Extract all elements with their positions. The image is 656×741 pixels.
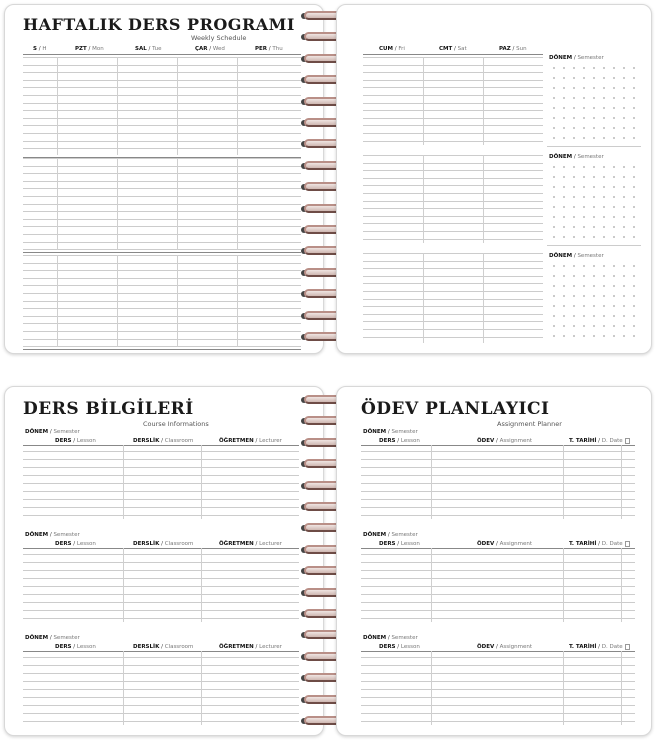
ruled-line <box>23 689 299 690</box>
ruled-line <box>363 337 543 338</box>
ruled-line <box>23 270 301 271</box>
ruled-line <box>23 562 299 563</box>
ruled-line <box>361 570 635 571</box>
ruled-line <box>363 110 543 111</box>
ruled-line <box>363 314 543 315</box>
ruled-line <box>23 72 301 73</box>
column-divider <box>431 548 432 622</box>
column-divider <box>123 445 124 519</box>
semester-label: DÖNEM / Semester <box>25 635 80 641</box>
column-header: DERS / Lesson <box>55 438 96 444</box>
column-divider <box>483 155 484 243</box>
ruled-line <box>23 255 301 256</box>
header-rule <box>361 651 635 652</box>
ruled-line <box>23 705 299 706</box>
ruled-line <box>23 285 301 286</box>
ruled-line <box>23 57 301 58</box>
ruled-line <box>23 713 299 714</box>
column-divider <box>117 57 118 155</box>
column-divider <box>563 548 564 622</box>
day-header-fri: CUM / Fri <box>379 46 405 52</box>
ruled-line <box>361 705 635 706</box>
course-info-title: DERS BİLGİLERİ <box>23 399 194 419</box>
weekly-schedule-subtitle: Weekly Schedule <box>191 34 247 42</box>
ruled-line <box>363 178 543 179</box>
ruled-line <box>363 133 543 134</box>
column-header: ÖDEV / Assignment <box>477 438 533 444</box>
semester-label: DÖNEM / Semester <box>363 532 418 538</box>
ruled-line <box>23 346 301 347</box>
ruled-line <box>23 308 301 309</box>
ruled-line <box>363 253 543 254</box>
ruled-line <box>363 283 543 284</box>
ruled-line <box>23 278 301 279</box>
ruled-line <box>23 570 299 571</box>
column-divider <box>423 57 424 145</box>
ruled-line <box>23 491 299 492</box>
ruled-line <box>23 681 299 682</box>
ruled-line <box>363 170 543 171</box>
ruled-line <box>361 562 635 563</box>
weekly-schedule-right-page <box>336 4 652 354</box>
ruled-line <box>23 586 299 587</box>
column-header: ÖĞRETMEN / Lecturer <box>219 438 282 444</box>
ruled-line <box>361 586 635 587</box>
column-divider <box>423 155 424 243</box>
ruled-line <box>23 133 301 134</box>
ruled-line <box>23 618 299 619</box>
ruled-line <box>23 594 299 595</box>
ruled-line <box>363 103 543 104</box>
column-header: T. TARİHİ / D. Date <box>569 438 623 444</box>
column-divider <box>57 255 58 347</box>
column-divider <box>621 548 622 622</box>
column-header: ÖĞRETMEN / Lecturer <box>219 644 282 650</box>
ruled-line <box>23 148 301 149</box>
ruled-line <box>363 72 543 73</box>
column-divider <box>201 445 202 519</box>
ruled-line <box>23 125 301 126</box>
column-header: DERS / Lesson <box>379 541 420 547</box>
ruled-line <box>23 602 299 603</box>
ruled-line <box>361 713 635 714</box>
course-assignment-spread <box>4 386 652 738</box>
ruled-line <box>363 163 543 164</box>
ruled-line <box>363 201 543 202</box>
ruled-line <box>23 697 299 698</box>
ruled-line <box>23 554 299 555</box>
semester-label: DÖNEM / Semester <box>363 635 418 641</box>
ruled-line <box>23 515 299 516</box>
ruled-line <box>23 234 301 235</box>
column-divider <box>237 57 238 155</box>
ruled-line <box>23 110 301 111</box>
ruled-line <box>363 261 543 262</box>
header-rule <box>361 548 635 549</box>
column-divider <box>237 255 238 347</box>
day-header-thu: PER / Thu <box>255 46 283 52</box>
ruled-line <box>23 188 301 189</box>
day-header-wed: ÇAR / Wed <box>195 46 225 52</box>
ruled-line <box>23 316 301 317</box>
column-divider <box>483 57 484 145</box>
header-rule <box>361 445 635 446</box>
weekly-schedule-left-page <box>4 4 324 354</box>
header-rule <box>23 54 301 55</box>
ruled-line <box>23 204 301 205</box>
ruled-line <box>23 610 299 611</box>
column-divider <box>117 255 118 347</box>
day-header-sat: CMT / Sat <box>439 46 467 52</box>
column-header: DERSLİK / Classroom <box>133 438 194 444</box>
ruled-line <box>23 249 301 250</box>
ruled-line <box>361 594 635 595</box>
ruled-line <box>361 697 635 698</box>
column-divider <box>431 445 432 519</box>
ruled-line <box>23 242 301 243</box>
ruled-line <box>23 483 299 484</box>
column-header: T. TARİHİ / D. Date <box>569 644 623 650</box>
ruled-line <box>363 65 543 66</box>
header-rule <box>23 548 299 549</box>
column-header: DERS / Lesson <box>379 644 420 650</box>
ruled-line <box>23 80 301 81</box>
ruled-line <box>363 208 543 209</box>
ruled-line <box>23 721 299 722</box>
ruled-line <box>363 57 543 58</box>
day-header-sun: PAZ / Sun <box>499 46 527 52</box>
ruled-line <box>363 276 543 277</box>
semester-label: DÖNEM / Semester <box>549 154 604 160</box>
ruled-line <box>23 301 301 302</box>
ruled-line <box>361 657 635 658</box>
column-divider <box>431 651 432 725</box>
ruled-line <box>361 689 635 690</box>
ruled-line <box>361 610 635 611</box>
ruled-line <box>363 329 543 330</box>
semester-label: DÖNEM / Semester <box>25 429 80 435</box>
ruled-line <box>23 95 301 96</box>
ruled-line <box>23 665 299 666</box>
ruled-line <box>361 507 635 508</box>
ruled-line <box>361 491 635 492</box>
ruled-line <box>23 451 299 452</box>
ruled-line <box>23 219 301 220</box>
ruled-line <box>361 515 635 516</box>
assignment-planner-page <box>336 386 652 736</box>
column-divider <box>563 445 564 519</box>
column-divider <box>621 445 622 519</box>
ruled-line <box>23 507 299 508</box>
column-divider <box>563 651 564 725</box>
weekly-schedule-title: HAFTALIK DERS PROGRAMI <box>23 15 295 34</box>
day-header-tue: SAL / Tue <box>135 46 162 52</box>
semester-label: DÖNEM / Semester <box>25 532 80 538</box>
column-divider <box>177 158 178 250</box>
ruled-line <box>361 721 635 722</box>
divider <box>547 146 641 147</box>
ruled-line <box>23 331 301 332</box>
column-divider <box>123 548 124 622</box>
ruled-line <box>361 602 635 603</box>
day-header-mon: PZT / Mon <box>75 46 104 52</box>
ruled-line <box>361 475 635 476</box>
ruled-line <box>363 268 543 269</box>
column-header: ÖDEV / Assignment <box>477 644 533 650</box>
header-rule <box>363 54 543 55</box>
column-divider <box>621 651 622 725</box>
column-divider <box>483 253 484 343</box>
header-rule <box>23 445 299 446</box>
ruled-line <box>363 87 543 88</box>
dot-grid-box <box>549 63 639 143</box>
ruled-line <box>23 141 301 142</box>
ruled-line <box>363 95 543 96</box>
column-divider <box>57 57 58 155</box>
column-header: T. TARİHİ / D. Date <box>569 541 623 547</box>
column-header: DERSLİK / Classroom <box>133 644 194 650</box>
ruled-line <box>363 80 543 81</box>
column-header: DERS / Lesson <box>55 541 96 547</box>
day-header-h: S / H <box>33 46 47 52</box>
column-divider <box>177 255 178 347</box>
ruled-line <box>361 554 635 555</box>
ruled-line <box>363 239 543 240</box>
ruled-line <box>363 223 543 224</box>
ruled-line <box>361 578 635 579</box>
ruled-line <box>23 339 301 340</box>
column-divider <box>123 651 124 725</box>
block-divider <box>23 252 301 253</box>
ruled-line <box>23 211 301 212</box>
column-divider <box>117 158 118 250</box>
column-header: ÖDEV / Assignment <box>477 541 533 547</box>
ruled-line <box>23 87 301 88</box>
ruled-line <box>361 665 635 666</box>
ruled-line <box>23 475 299 476</box>
semester-label: DÖNEM / Semester <box>363 429 418 435</box>
ruled-line <box>363 306 543 307</box>
ruled-line <box>363 141 543 142</box>
ruled-line <box>23 196 301 197</box>
ruled-line <box>361 681 635 682</box>
ruled-line <box>23 323 301 324</box>
ruled-line <box>23 578 299 579</box>
assignment-planner-title: ÖDEV PLANLAYICI <box>361 399 550 419</box>
ruled-line <box>363 125 543 126</box>
ruled-line <box>363 185 543 186</box>
column-header: ÖĞRETMEN / Lecturer <box>219 541 282 547</box>
checkbox-icon <box>625 644 630 650</box>
course-info-subtitle: Course Informations <box>143 420 209 428</box>
ruled-line <box>363 155 543 156</box>
ruled-line <box>361 483 635 484</box>
ruled-line <box>361 673 635 674</box>
divider <box>547 245 641 246</box>
ruled-line <box>23 158 301 159</box>
column-divider <box>237 158 238 250</box>
ruled-line <box>363 193 543 194</box>
ruled-line <box>361 459 635 460</box>
ruled-line <box>23 103 301 104</box>
column-divider <box>57 158 58 250</box>
header-rule <box>23 651 299 652</box>
dot-grid-box <box>549 162 639 242</box>
ruled-line <box>361 451 635 452</box>
ruled-line <box>363 299 543 300</box>
ruled-line <box>23 459 299 460</box>
assignment-planner-subtitle: Assignment Planner <box>497 420 562 428</box>
ruled-line <box>361 618 635 619</box>
dot-grid-box <box>549 261 639 341</box>
ruled-line <box>23 499 299 500</box>
ruled-line <box>361 499 635 500</box>
ruled-line <box>23 181 301 182</box>
column-divider <box>423 253 424 343</box>
column-divider <box>201 651 202 725</box>
weekly-schedule-spread <box>4 4 652 356</box>
column-header: DERS / Lesson <box>55 644 96 650</box>
column-divider <box>201 548 202 622</box>
ruled-line <box>23 166 301 167</box>
ruled-line <box>363 291 543 292</box>
ruled-line <box>23 673 299 674</box>
ruled-line <box>363 118 543 119</box>
checkbox-icon <box>625 541 630 547</box>
column-header: DERSLİK / Classroom <box>133 541 194 547</box>
ruled-line <box>23 173 301 174</box>
ruled-line <box>363 216 543 217</box>
ruled-line <box>363 231 543 232</box>
column-header: DERS / Lesson <box>379 438 420 444</box>
semester-label: DÖNEM / Semester <box>549 253 604 259</box>
ruled-line <box>23 226 301 227</box>
course-info-page <box>4 386 324 736</box>
block-divider <box>23 349 301 350</box>
ruled-line <box>363 321 543 322</box>
checkbox-icon <box>625 438 630 444</box>
ruled-line <box>23 118 301 119</box>
ruled-line <box>23 467 299 468</box>
ruled-line <box>23 657 299 658</box>
ruled-line <box>23 293 301 294</box>
ruled-line <box>23 65 301 66</box>
ruled-line <box>361 467 635 468</box>
semester-label: DÖNEM / Semester <box>549 55 604 61</box>
ruled-line <box>23 263 301 264</box>
column-divider <box>177 57 178 155</box>
